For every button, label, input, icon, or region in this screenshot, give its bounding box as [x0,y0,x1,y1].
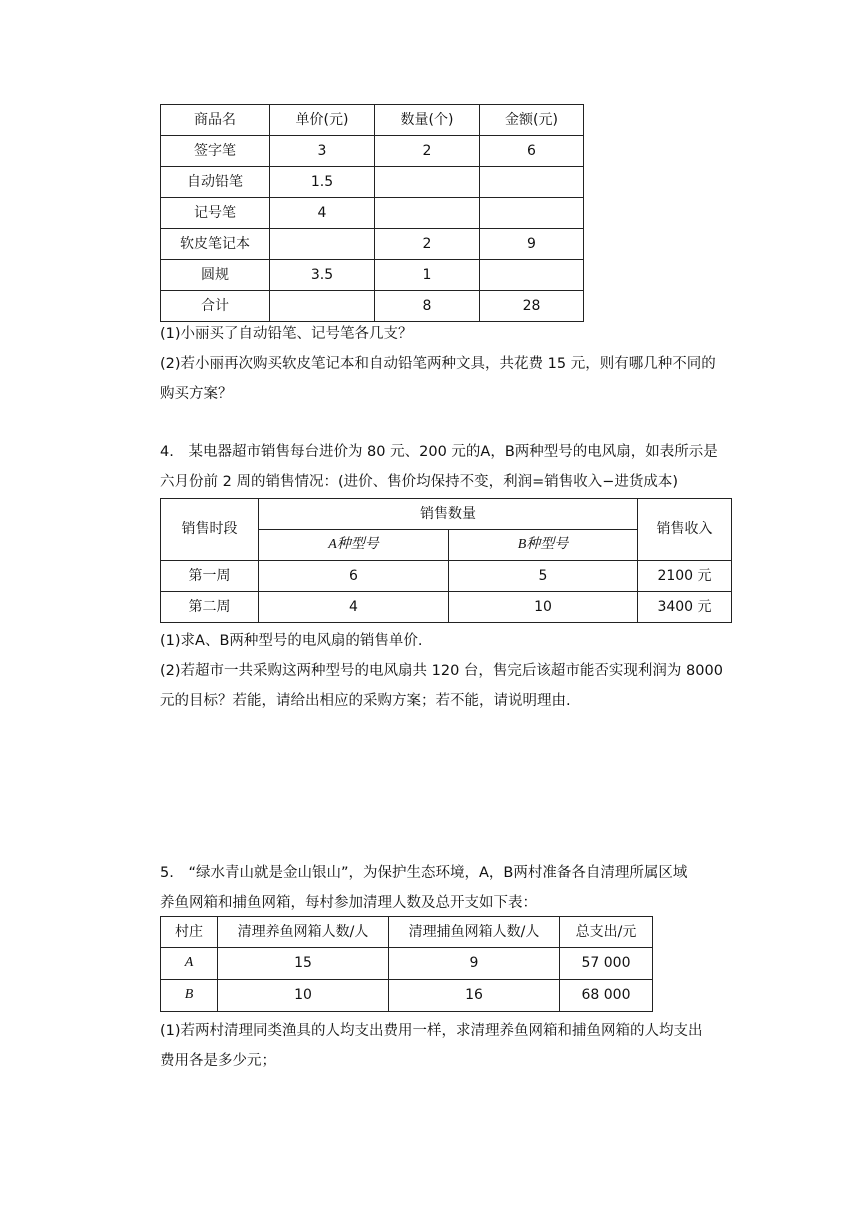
table-cell: A [161,948,218,980]
header-cell: 村庄 [161,917,218,948]
header-cell: 总支出/元 [560,917,653,948]
table-row [161,592,732,623]
q5-part1-line2: 费用各是多少元； [160,1053,276,1069]
table-row [161,948,653,980]
table-cell: B [161,980,218,1012]
table-row [161,229,584,260]
table-cell: 57 000 [560,948,653,980]
table-cell: 签字笔 [161,136,270,167]
table-header-row [161,499,732,530]
header-cell: 数量(个) [375,105,480,136]
q5-part1-line1: (1)若两村清理同类渔具的人均支出费用一样，求清理养鱼网箱和捕鱼网箱的人均支出 [160,1023,703,1039]
q4-intro-text: 某电器超市销售每台进价为 80 元、200 元的A，B两种型号的电风扇，如表所示是 [188,444,718,460]
table-cell: 记号笔 [161,198,270,229]
q5-number: 5. [160,865,174,881]
goods-table [160,104,584,322]
header-cell: 单价(元) [270,105,375,136]
table-cell [375,167,480,198]
header-cell-type-a: A种型号 [259,530,449,561]
table-cell: 16 [389,980,560,1012]
table-cell: 4 [270,198,375,229]
table-cell: 1 [375,260,480,291]
table-cell: 第二周 [161,592,259,623]
table-row [161,136,584,167]
village-table [160,916,653,1012]
table-cell: 2 [375,229,480,260]
table-cell: 2100 元 [638,561,732,592]
table-cell: 8 [375,291,480,322]
table-cell [480,260,584,291]
table-cell [375,198,480,229]
q4-number: 4. [160,444,174,460]
q4-part1: (1)求A、B两种型号的电风扇的销售单价. [160,633,423,649]
table-cell: 9 [480,229,584,260]
table-cell: 10 [449,592,638,623]
header-cell-revenue: 销售收入 [638,499,732,561]
table-cell: 3.5 [270,260,375,291]
table-cell: 3 [270,136,375,167]
q4-intro-line1 [160,440,718,461]
header-cell: 商品名 [161,105,270,136]
table-cell: 68 000 [560,980,653,1012]
table-cell: 6 [259,561,449,592]
table-row [161,260,584,291]
table-cell [270,291,375,322]
q5-intro-line1 [160,861,687,882]
table-cell: 9 [389,948,560,980]
q3-part2-line1: (2)若小丽再次购买软皮笔记本和自动铅笔两种文具，共花费 15 元，则有哪几种不同的 [160,356,716,372]
table-header-row [161,105,584,136]
table-row [161,167,584,198]
table-cell: 10 [218,980,389,1012]
table-cell: 28 [480,291,584,322]
header-cell-type-b: B种型号 [449,530,638,561]
table-total-row [161,291,584,322]
q4-part2-line1: (2)若超市一共采购这两种型号的电风扇共 120 台，售完后该超市能否实现利润为 8000 [160,663,723,679]
table-cell: 3400 元 [638,592,732,623]
table-header-row [161,917,653,948]
header-cell: 清理养鱼网箱人数/人 [218,917,389,948]
table-cell [480,198,584,229]
header-cell: 金额(元) [480,105,584,136]
q5-intro-line2: 养鱼网箱和捕鱼网箱，每村参加清理人数及总开支如下表： [160,895,537,911]
table-cell: 2 [375,136,480,167]
table-cell: 软皮笔记本 [161,229,270,260]
table-cell: 15 [218,948,389,980]
table-cell: 第一周 [161,561,259,592]
table-cell [480,167,584,198]
q3-part1: (1)小丽买了自动铅笔、记号笔各几支？ [160,326,413,342]
header-cell-period: 销售时段 [161,499,259,561]
q4-part2-line2: 元的目标？若能，请给出相应的采购方案；若不能，请说明理由. [160,693,571,709]
table-cell: 自动铅笔 [161,167,270,198]
table-cell [270,229,375,260]
header-cell: 清理捕鱼网箱人数/人 [389,917,560,948]
table-cell: 4 [259,592,449,623]
q4-intro-line2: 六月份前 2 周的销售情况：(进价、售价均保持不变，利润=销售收入−进货成本) [160,474,679,490]
sales-table [160,498,732,623]
q3-part2-line2: 购买方案？ [160,386,233,402]
table-row [161,198,584,229]
q5-intro-text: “绿水青山就是金山银山”，为保护生态环境，A，B两村准备各自清理所属区域 [188,865,688,881]
table-cell: 1.5 [270,167,375,198]
table-row [161,980,653,1012]
table-cell: 合计 [161,291,270,322]
header-cell-quantity: 销售数量 [259,499,638,530]
table-row [161,561,732,592]
table-cell: 圆规 [161,260,270,291]
table-cell: 5 [449,561,638,592]
table-cell: 6 [480,136,584,167]
